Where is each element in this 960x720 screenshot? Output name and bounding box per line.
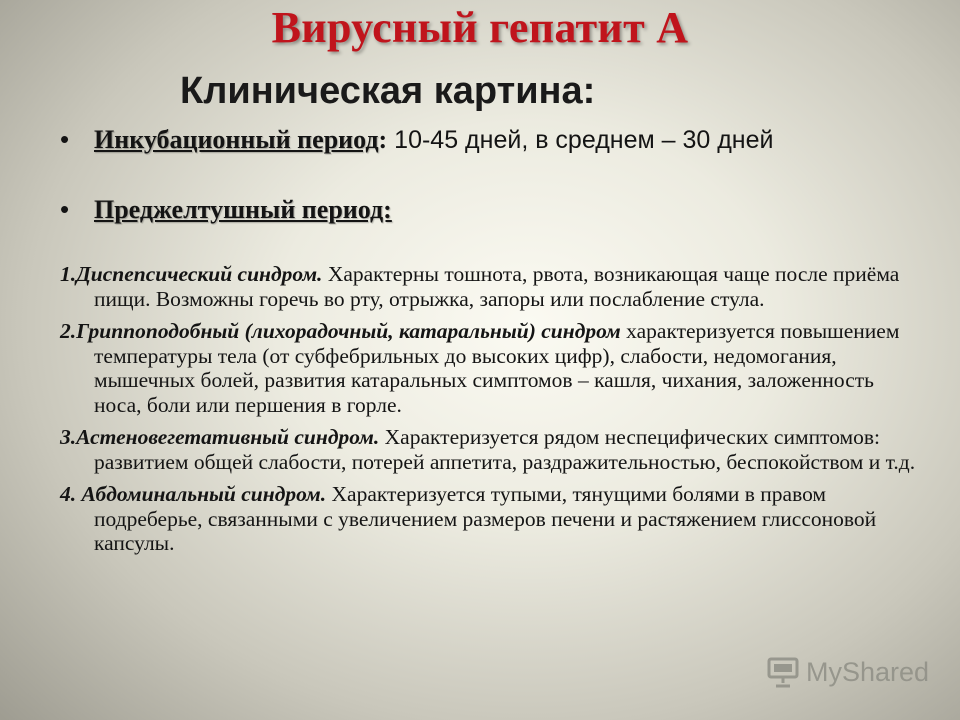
syndrome-description: Характеризуется тупыми, тянущими болями в правом подреберье, связанными с увеличением размеров печени и растяжением глиссоновой капсулы. <box>94 482 877 555</box>
watermark-logo <box>766 654 929 690</box>
syndrome-name: 2.Гриппоподобный (лихорадочный, катаральный) синдром <box>60 319 621 343</box>
syndrome-name: 1.Диспепсический синдром. <box>60 262 323 286</box>
syndrome-description: характеризуется повышением температуры тела (от субфебрильных до высоких цифр), слабости, недомогания, мышечных болей, развития катаральных симптомов – кашля, чихания, заложенность носа, боли или першения в горле. <box>94 319 900 417</box>
slide-title: Вирусный гепатит А <box>271 3 689 52</box>
syndrome-list <box>60 262 920 564</box>
syndrome-description: Характерны тошнота, рвота, возникающая чаще после приёма пищи. Возможны горечь во рту, отрыжка, запоры или послабление стула. <box>94 262 900 311</box>
syndrome-item <box>60 262 920 311</box>
bullet-preicteric-period <box>60 194 392 225</box>
syndrome-description: Характеризуется рядом неспецифических симптомов: развитием общей слабости, потерей аппетита, раздражительностью, беспокойством и т.д. <box>94 425 916 474</box>
bullet-value: 10-45 дней, в среднем – 30 дней <box>387 126 774 154</box>
slide-subtitle: Клиническая картина: <box>180 70 596 112</box>
syndrome-item <box>60 319 920 417</box>
watermark-text: MyShared <box>806 656 930 687</box>
bullet-marker: • <box>60 194 70 224</box>
syndrome-item <box>60 482 920 556</box>
syndrome-name: 4. Абдоминальный синдром. <box>60 482 327 506</box>
bullet-label: Преджелтушный период: <box>94 195 392 224</box>
syndrome-name: 3.Астеновегетативный синдром. <box>60 425 380 449</box>
presentation-board-icon <box>766 655 800 689</box>
bullet-label: Инкубационный период <box>94 125 379 154</box>
syndrome-item <box>60 425 920 474</box>
bullet-separator: : <box>378 125 388 154</box>
bullet-incubation-period <box>60 124 774 155</box>
bullet-marker: • <box>60 124 70 154</box>
